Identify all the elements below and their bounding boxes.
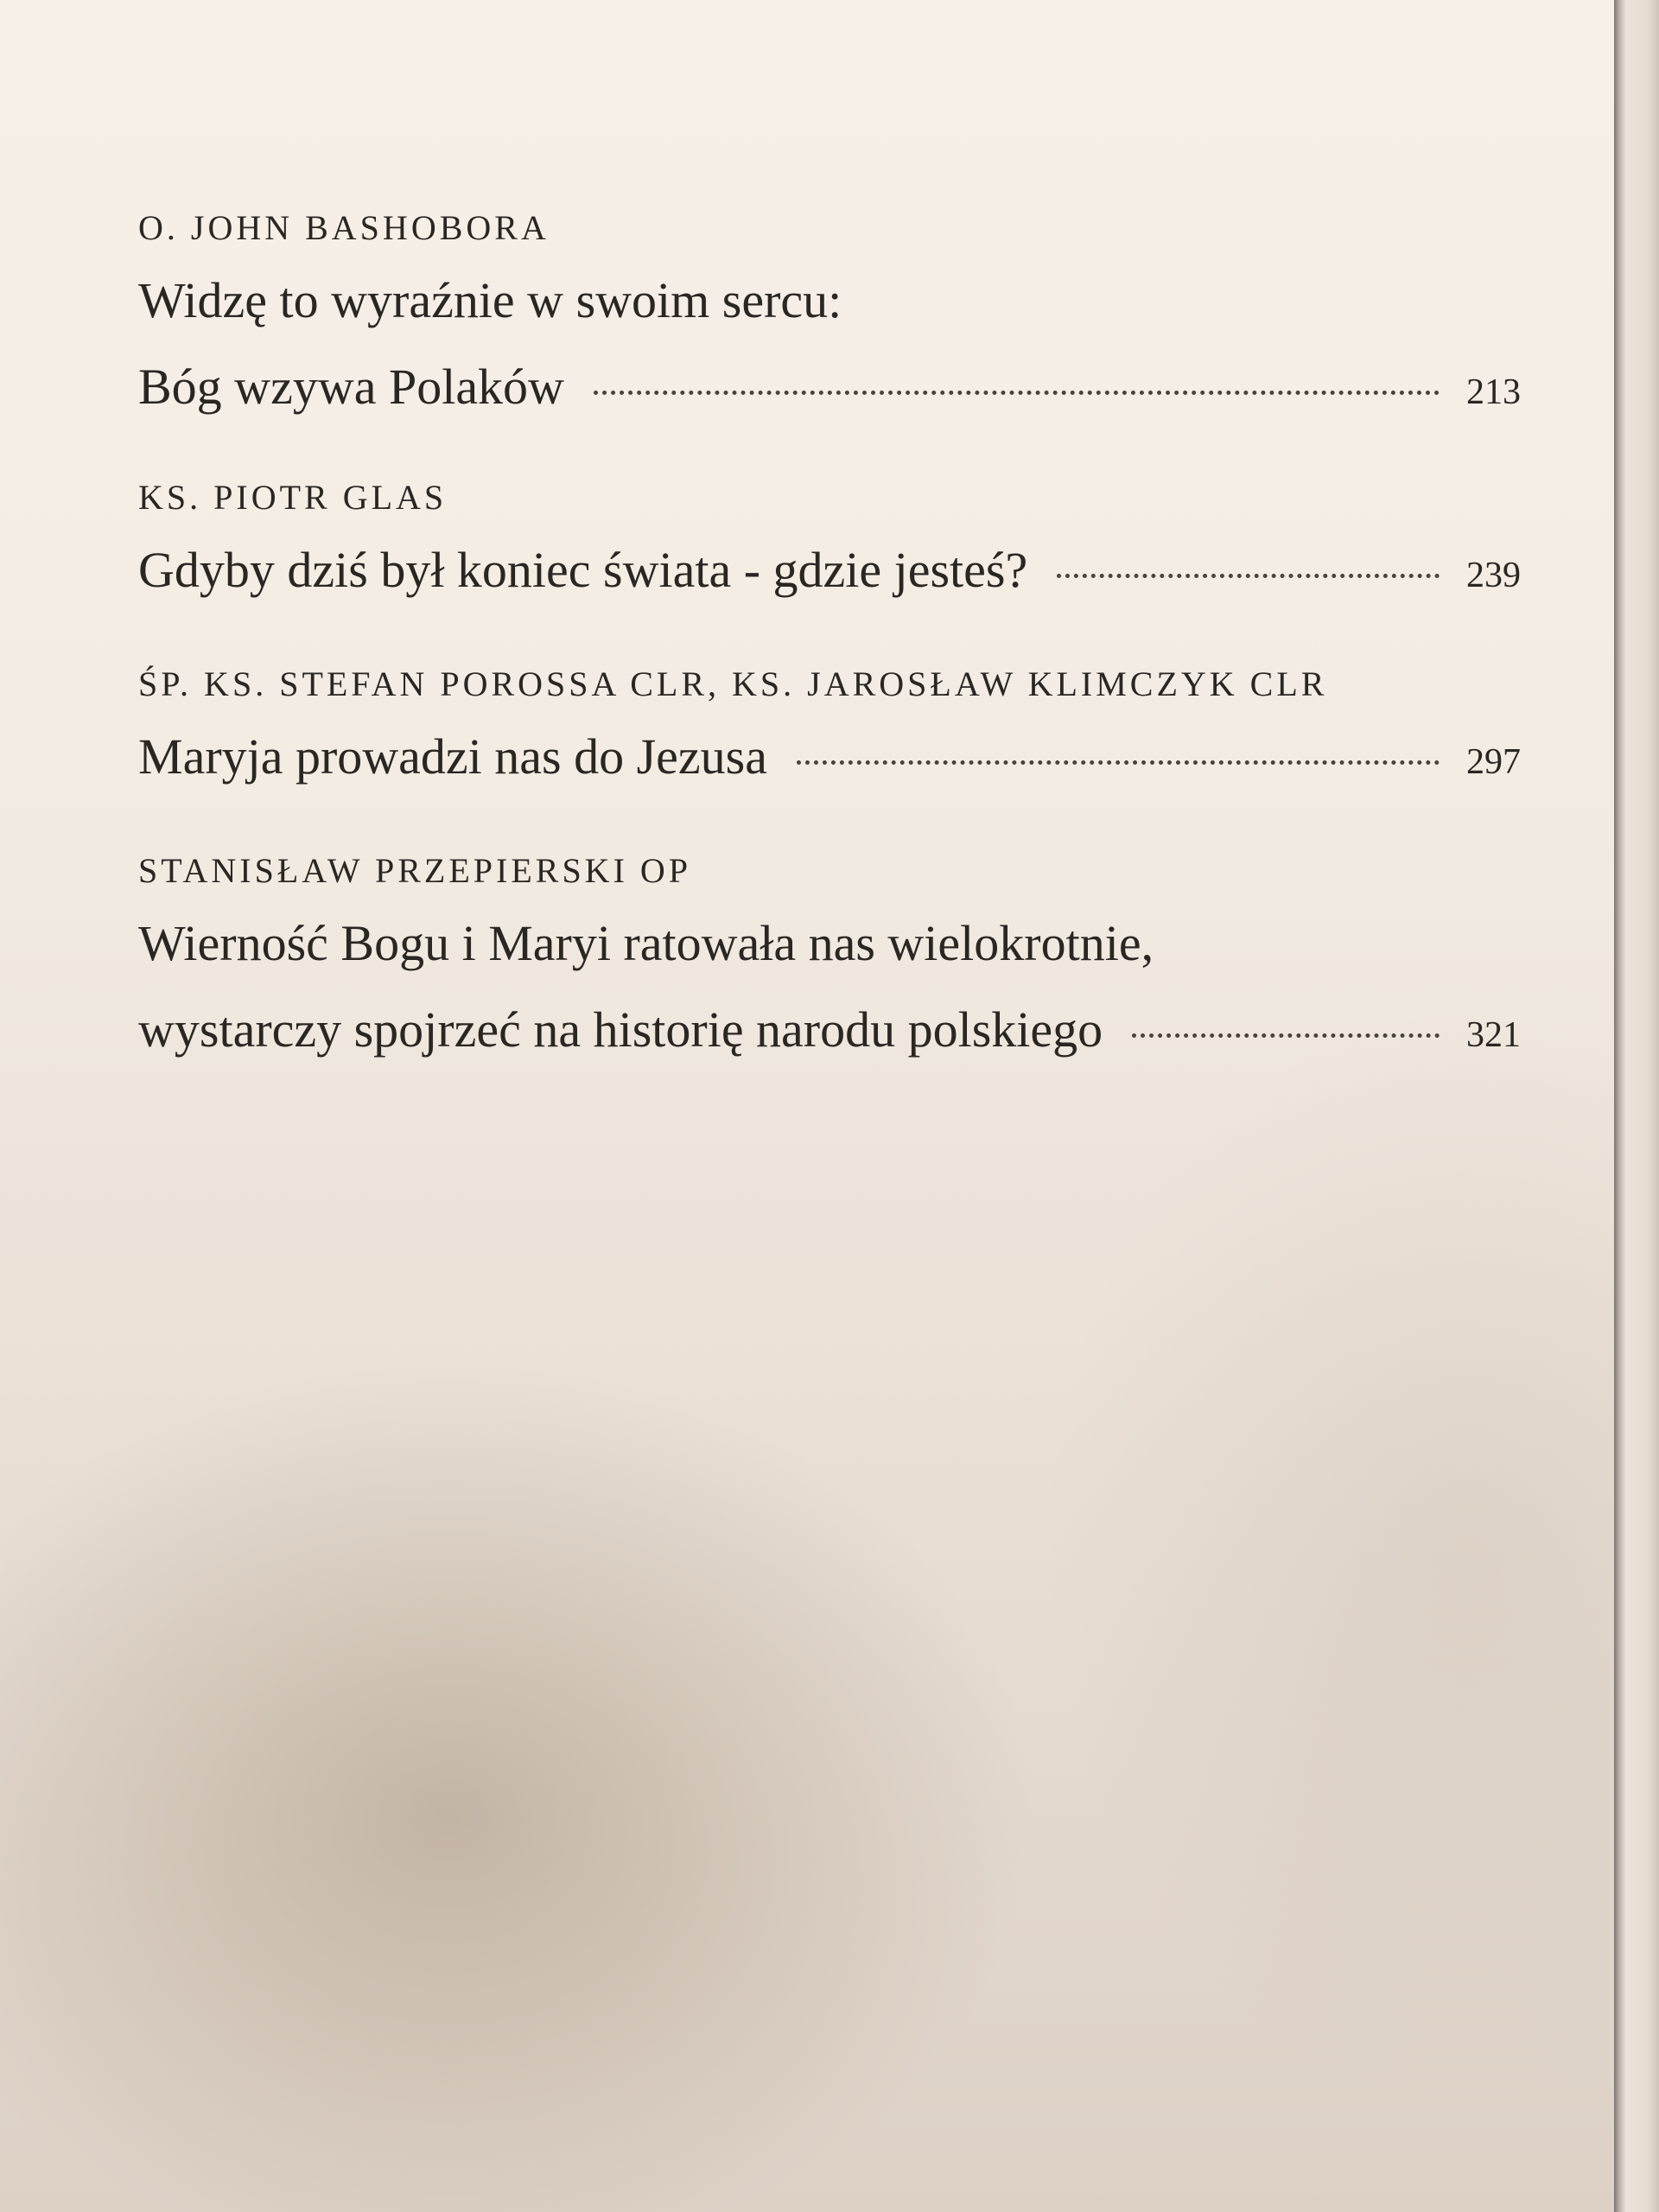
- entry-last-line: [138, 987, 1521, 1078]
- dot-leader: [1132, 1033, 1440, 1038]
- next-page-edge: [1614, 0, 1659, 2212]
- table-of-contents: [138, 207, 1521, 1078]
- entry-title-line: wystarczy spojrzeć na historię narodu polskiego: [138, 1001, 1103, 1058]
- toc-entry: [138, 477, 1521, 619]
- page-number: 239: [1466, 556, 1521, 595]
- entry-author: KS. PIOTR GLAS: [138, 478, 448, 517]
- entry-last-line: [138, 714, 1521, 805]
- toc-entry: [138, 207, 1521, 435]
- dot-leader: [797, 760, 1440, 765]
- entry-title-line: Gdyby dziś był koniec świata - gdzie jesteś?: [138, 542, 1028, 598]
- dot-leader: [594, 391, 1440, 395]
- page-number: 213: [1466, 372, 1521, 412]
- entry-title-line: Widzę to wyraźnie w swoim sercu:: [138, 272, 842, 328]
- entry-author: STANISŁAW PRZEPIERSKI OP: [138, 851, 692, 890]
- entry-last-line: [138, 527, 1521, 619]
- entry-title-line: Wierność Bogu i Maryi ratowała nas wielokrotnie,: [138, 915, 1154, 971]
- entry-author: ŚP. KS. STEFAN POROSSA CLR, KS. JAROSŁAW KLIMCZYK CLR: [138, 664, 1328, 703]
- entry-title-line: Maryja prowadzi nas do Jezusa: [138, 728, 767, 785]
- entry-last-line: [138, 344, 1521, 435]
- dot-leader: [1057, 574, 1440, 578]
- page-number: 297: [1466, 742, 1521, 782]
- entry-author: O. JOHN BASHOBORA: [138, 208, 550, 247]
- entry-title-line: Bóg wzywa Polaków: [138, 359, 564, 415]
- page-number: 321: [1466, 1015, 1521, 1055]
- toc-entry: [138, 850, 1521, 1078]
- toc-entry: [138, 664, 1521, 805]
